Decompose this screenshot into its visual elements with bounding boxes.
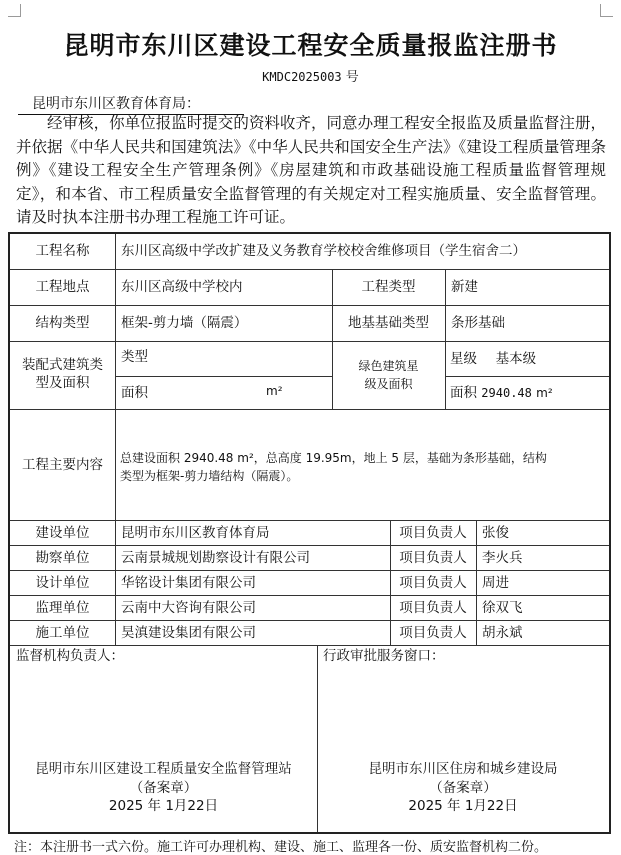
green-label-line2: 级及面积 xyxy=(364,377,413,391)
green-area xyxy=(450,385,553,401)
party-role: 施工单位 xyxy=(35,625,90,641)
location-value: 东川区高级中学校内 xyxy=(121,279,243,295)
admin-window-label: 行政审批服务窗口： xyxy=(323,648,445,664)
structure-label: 结构类型 xyxy=(35,315,90,331)
footnote: 注：本注册书一式六份。施工许可办理机构、建设、施工、监理各一份、质安监督机构二份。 xyxy=(14,840,548,855)
addressee: 昆明市东川区教育体育局： xyxy=(18,93,244,115)
supervisor-org: 昆明市东川区建设工程质量安全监督管理站 xyxy=(35,761,292,777)
green-star-prefix: 星级 xyxy=(450,351,477,367)
party-person: 徐双飞 xyxy=(482,600,523,616)
green-area-unit: m² xyxy=(536,386,553,400)
supervisor-date: 2025 年 1月22日 xyxy=(108,798,219,814)
supervisor-record-stamp: （备案章） xyxy=(129,780,198,796)
party-resp-label: 项目负责人 xyxy=(399,550,467,566)
document-title: 昆明市东川区建设工程安全质量报监注册书 xyxy=(63,31,558,60)
main-content-line2: 类型为框架-剪力墙结构（隔震）。 xyxy=(120,469,299,483)
green-star-value: 基本级 xyxy=(495,351,537,367)
green-area-label: 面积 xyxy=(450,385,477,401)
green-area-value: 2940.48 xyxy=(481,386,532,400)
structure-value: 框架-剪力墙（隔震） xyxy=(121,315,248,331)
party-role: 设计单位 xyxy=(35,575,90,591)
admin-date: 2025 年 1月22日 xyxy=(408,798,518,814)
main-content-line1: 总建设面积 2940.48 m²，总高度 19.95m，地上 5 层，基础为条形基础，结构 xyxy=(120,451,547,465)
party-resp-label: 项目负责人 xyxy=(399,600,467,616)
green-star-level xyxy=(450,351,536,367)
supervisor-label: 监督机构负责人： xyxy=(16,648,124,664)
project-type-label: 工程类型 xyxy=(361,279,416,295)
party-name: 华铭设计集团有限公司 xyxy=(121,575,256,591)
party-role: 建设单位 xyxy=(35,525,90,541)
main-content-label: 工程主要内容 xyxy=(22,457,103,473)
party-person: 张俊 xyxy=(482,525,509,541)
registration-suffix: 号 xyxy=(345,70,359,85)
party-resp-label: 项目负责人 xyxy=(399,625,467,641)
admin-org: 昆明市东川区住房和城乡建设局 xyxy=(368,761,558,777)
location-label: 工程地点 xyxy=(35,279,90,295)
party-role: 勘察单位 xyxy=(35,550,90,566)
party-person: 周进 xyxy=(482,575,509,591)
party-name: 云南景城规划勘察设计有限公司 xyxy=(121,550,310,566)
page-corner-mark-right xyxy=(600,4,613,17)
project-name-label: 工程名称 xyxy=(35,243,90,259)
party-name: 昆明市东川区教育体育局 xyxy=(121,525,270,541)
party-resp-label: 项目负责人 xyxy=(399,575,467,591)
project-type-value: 新建 xyxy=(451,279,478,295)
party-name: 云南中大咨询有限公司 xyxy=(121,600,256,616)
green-label-line1: 绿色建筑星 xyxy=(358,359,419,373)
registration-number xyxy=(0,66,621,85)
foundation-value: 条形基础 xyxy=(451,315,505,331)
prefab-label-line2: 型及面积 xyxy=(35,375,90,391)
prefab-type-label: 类型 xyxy=(121,349,148,365)
prefab-label-line1: 装配式建筑类 xyxy=(22,357,103,373)
foundation-label: 地基基础类型 xyxy=(348,315,429,331)
project-name-value: 东川区高级中学改扩建及义务教育学校校舍维修项目（学生宿舍二） xyxy=(121,243,526,259)
party-person: 胡永斌 xyxy=(482,625,523,641)
prefab-area-label: 面积 xyxy=(121,385,148,401)
intro-paragraph: 经审核，你单位报监时提交的资料收齐，同意办理工程安全报监及质量监督注册，并依据《中华人民共和国建筑法》《中华人民共和国安全生产法》《建设工程质量管理条例》《建设工程安全生产管理条例》《房屋建筑和市政基础设施工程质量监督管理规定》，和本省、市工程质量安全监督管理的有关规定对工程实施质量、安全监督管理。请及时执本注册书办理工程施工许可证。 xyxy=(16,114,606,226)
party-person: 李火兵 xyxy=(482,550,523,566)
party-role: 监理单位 xyxy=(35,600,90,616)
admin-record-stamp: （备案章） xyxy=(429,780,497,796)
page-corner-mark-left xyxy=(8,4,21,17)
prefab-area-unit: m² xyxy=(266,384,283,398)
registration-code: KMDC2025003 xyxy=(262,70,342,84)
party-name: 昊滇建设集团有限公司 xyxy=(121,625,256,641)
registration-form xyxy=(8,232,611,834)
party-resp-label: 项目负责人 xyxy=(399,525,467,541)
